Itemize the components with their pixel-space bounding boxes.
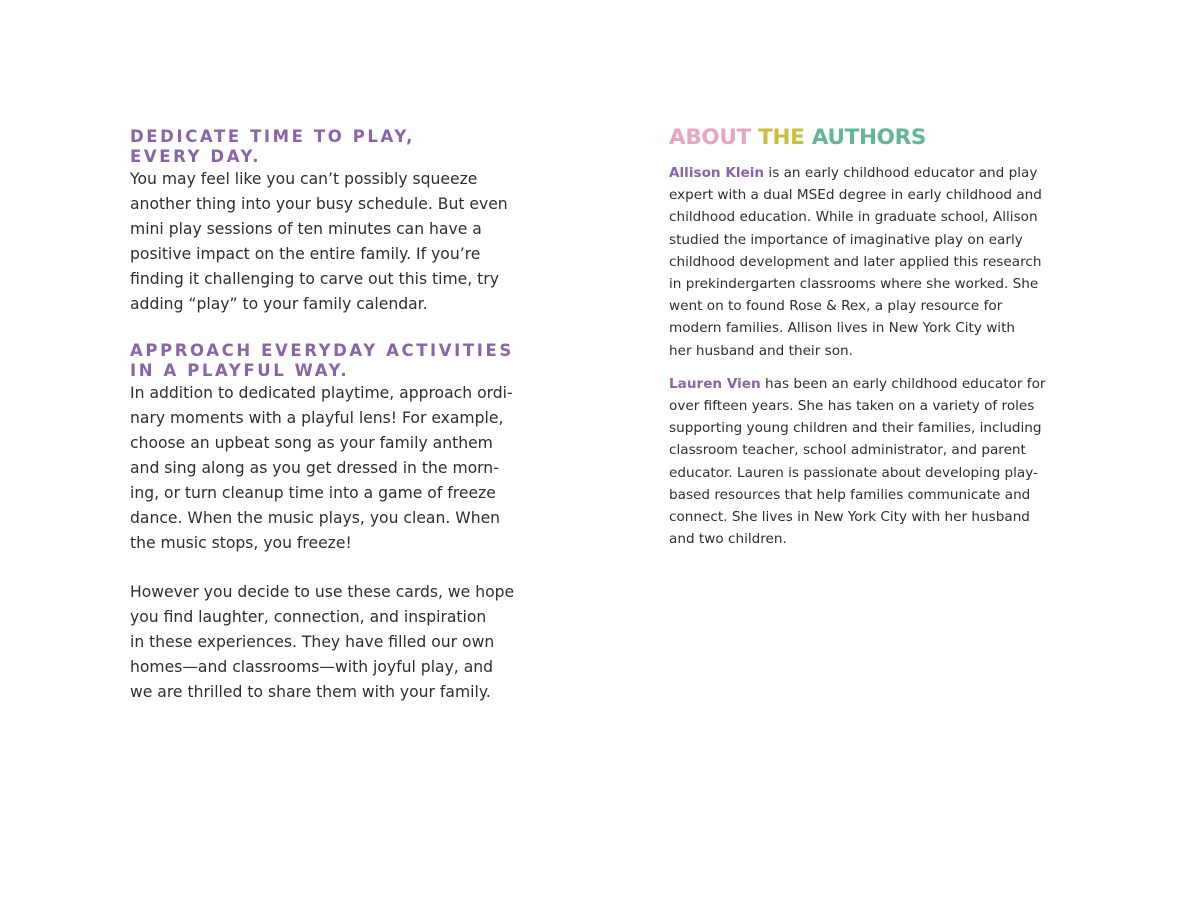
section-closing <box>130 580 550 705</box>
section-body <box>130 167 550 317</box>
bio-line: based resources that help families communicate and <box>669 486 1031 503</box>
bio-line: supporting young children and their families, including <box>669 420 1042 437</box>
section-body <box>130 381 550 556</box>
body-line: choose an upbeat song as your family anthem <box>130 434 493 452</box>
heading-line: EVERY DAY. <box>130 147 262 166</box>
bio-line: and two children. <box>669 531 787 548</box>
body-line: ing, or turn cleanup time into a game of freeze <box>130 484 496 502</box>
title-word-authors: AUTHORS <box>811 125 927 150</box>
closing-body <box>130 580 550 705</box>
heading-line: DEDICATE TIME TO PLAY, <box>130 127 416 146</box>
body-line: you find laughter, connection, and inspiration <box>130 608 487 626</box>
bio-line: in prekindergarten classrooms where she worked. She <box>669 276 1039 293</box>
bio-line: expert with a dual MSEd degree in early childhood and <box>669 187 1042 204</box>
body-line: the music stops, you freeze! <box>130 534 352 552</box>
title-word-about: ABOUT <box>669 125 759 150</box>
body-line: You may feel like you can’t possibly squeeze <box>130 170 478 188</box>
body-line: mini play sessions of ten minutes can have a <box>130 220 482 238</box>
bio-line: modern families. Allison lives in New York City with <box>669 320 1016 337</box>
heading-line: APPROACH EVERYDAY ACTIVITIES <box>130 341 514 360</box>
body-line: another thing into your busy schedule. But even <box>130 195 508 213</box>
bio-line: childhood development and later applied this research <box>669 253 1042 270</box>
bio-line: educator. Lauren is passionate about developing play- <box>669 464 1038 481</box>
body-line: finding it challenging to carve out this time, try <box>130 270 499 288</box>
heading-line: IN A PLAYFUL WAY. <box>130 361 350 380</box>
about-authors-title <box>669 124 1089 152</box>
title-word-the: THE <box>758 125 812 150</box>
body-line: adding “play” to your family calendar. <box>130 295 428 313</box>
bio-lauren-vien <box>669 373 1089 551</box>
bio-line: connect. She lives in New York City with her husband <box>669 509 1030 526</box>
body-line: homes—and classrooms—with joyful play, and <box>130 658 494 676</box>
bio-line: over fifteen years. She has taken on a variety of roles <box>669 398 1035 415</box>
bio-line: went on to found Rose & Rex, a play resource for <box>669 298 1003 315</box>
bio-first-line <box>669 162 1089 184</box>
spacer <box>130 317 550 341</box>
left-column <box>130 127 550 705</box>
section-heading <box>130 341 550 381</box>
author-name: Lauren Vien <box>669 375 761 392</box>
section-approach-activities <box>130 341 550 556</box>
body-line: in these experiences. They have filled our own <box>130 633 495 651</box>
body-line: and sing along as you get dressed in the morn- <box>130 459 499 477</box>
section-dedicate-time <box>130 127 550 317</box>
body-line: we are thrilled to share them with your family. <box>130 683 491 701</box>
bio-text: has been an early childhood educator for <box>760 375 1046 392</box>
spacer <box>130 556 550 580</box>
body-line: In addition to dedicated playtime, approach ordi- <box>130 384 513 402</box>
body-line: nary moments with a playful lens! For example, <box>130 409 504 427</box>
body-line: positive impact on the entire family. If you’re <box>130 245 481 263</box>
bio-line: studied the importance of imaginative play on early <box>669 231 1023 248</box>
bio-allison-klein <box>669 162 1089 362</box>
bio-line: her husband and their son. <box>669 342 853 359</box>
body-line: However you decide to use these cards, we hope <box>130 583 515 601</box>
bio-line: childhood education. While in graduate school, Allison <box>669 209 1038 226</box>
right-column <box>669 124 1089 561</box>
bio-first-line <box>669 373 1089 395</box>
section-heading <box>130 127 550 167</box>
body-line: dance. When the music plays, you clean. When <box>130 509 501 527</box>
author-name: Allison Klein <box>669 165 765 181</box>
bio-line: classroom teacher, school administrator, and parent <box>669 442 1026 459</box>
bio-text: is an early childhood educator and play <box>764 165 1038 181</box>
